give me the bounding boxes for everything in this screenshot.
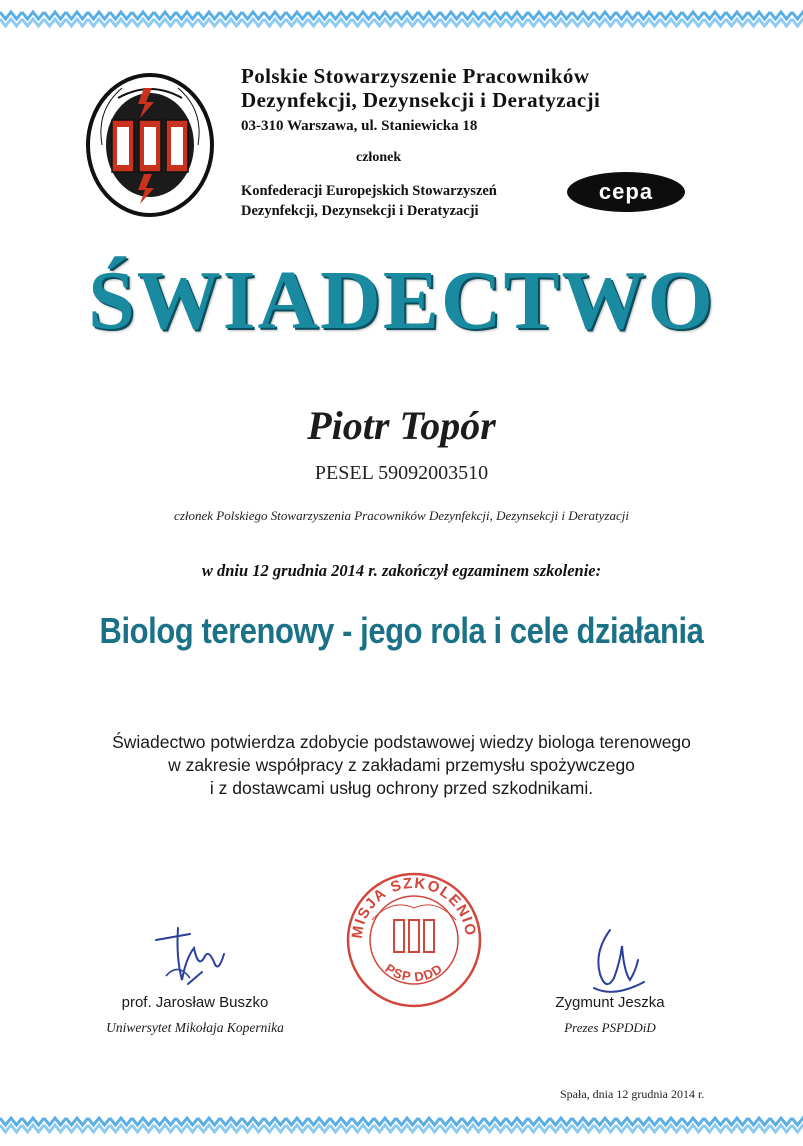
stamp-ring-text: MISJA SZKOLENIO bbox=[348, 874, 480, 940]
left-signatory-affiliation: Uniwersytet Mikołaja Kopernika bbox=[106, 1020, 284, 1035]
stamp-bottom-text: PSP DDD bbox=[382, 960, 446, 985]
description-line1: Świadectwo potwierdza zdobycie podstawowej wiedzy biologa terenowego bbox=[112, 732, 691, 752]
left-handwritten-signature bbox=[148, 918, 240, 996]
course-title: Biolog terenowy - jego rola i cele działania bbox=[99, 610, 704, 651]
description-line2: w zakresie współpracy z zakładami przemysłu spożywczego bbox=[168, 755, 635, 775]
left-signatory-name: prof. Jarosław Buszko bbox=[121, 994, 269, 1011]
cepa-logo-label: cepa bbox=[598, 179, 654, 204]
organization-name-line1: Polskie Stowarzyszenie Pracowników bbox=[241, 64, 590, 88]
confederation-name bbox=[241, 181, 497, 221]
confederation-line2: Dezynfekcji, Dezynsekcji i Deratyzacji bbox=[241, 203, 479, 219]
confederation-line1: Konfederacji Europejskich Stowarzyszeń bbox=[241, 183, 497, 199]
organization-name-line2: Dezynfekcji, Dezynsekcji i Deratyzacji bbox=[241, 88, 601, 112]
cepa-logo bbox=[567, 172, 685, 212]
right-signatory-name: Zygmunt Jeszka bbox=[555, 994, 665, 1011]
certificate-description bbox=[0, 731, 803, 800]
commission-stamp bbox=[342, 868, 486, 1008]
bottom-decorative-border bbox=[0, 1112, 803, 1138]
svg-text:KOMISJA SZKOLENIOWA bbox=[342, 868, 479, 940]
organization-logo bbox=[82, 70, 218, 220]
organization-name bbox=[241, 64, 600, 112]
place-and-date: Spała, dnia 12 grudnia 2014 r. bbox=[560, 1087, 705, 1101]
pesel-number: PESEL 59092003510 bbox=[314, 462, 489, 484]
right-signatory-role: Prezes PSPDDiD bbox=[564, 1020, 656, 1035]
recipient-name: Piotr Topór bbox=[307, 403, 496, 448]
top-decorative-border bbox=[0, 6, 803, 32]
membership-statement: członek Polskiego Stowarzyszenia Pracowników Dezynfekcji, Dezynsekcji i Deratyzacji bbox=[174, 508, 629, 523]
svg-text:PSP DDD bbox=[382, 961, 445, 985]
certificate-title: ŚWIADECTWO bbox=[88, 254, 715, 347]
member-label: członek bbox=[356, 150, 402, 165]
right-handwritten-signature bbox=[584, 922, 654, 1004]
description-line3: i z dostawcami usług ochrony przed szkodnikami. bbox=[209, 778, 594, 798]
completion-statement: w dniu 12 grudnia 2014 r. zakończył egzaminem szkolenie: bbox=[201, 561, 602, 580]
organization-address: 03-310 Warszawa, ul. Staniewicka 18 bbox=[241, 118, 478, 134]
